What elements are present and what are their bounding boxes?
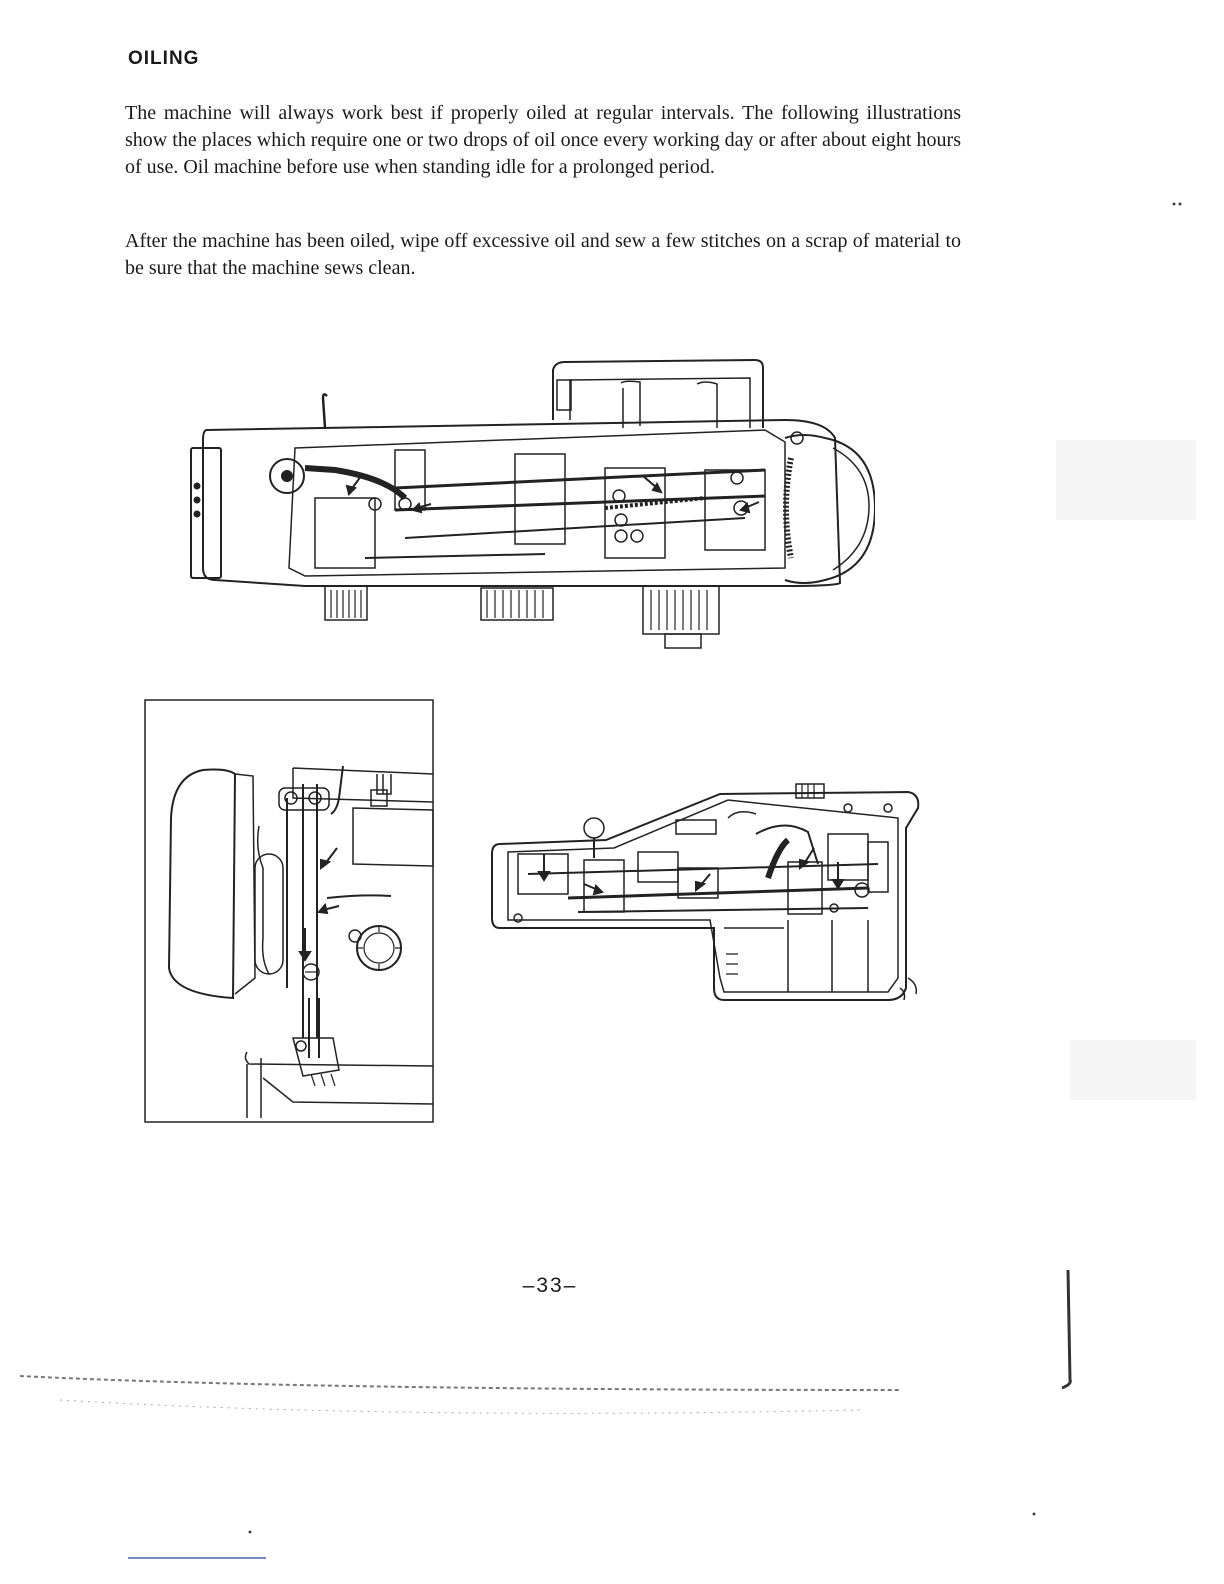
figure-machine-top-view	[185, 358, 875, 653]
figure-needle-bar-area	[143, 698, 435, 1126]
intro-paragraph: The machine will always work best if properly oiled at regular intervals. The following illustrations show the places which require one or two drops of oil once every working day or after about eight hours of use. Oil machine before use when standing idle for a prolonged period.	[125, 102, 961, 178]
after-oiling-paragraph: After the machine has been oiled, wipe off excessive oil and sew a few stitches on a scrap of material to be sure that the machine sews clean.	[125, 230, 961, 279]
figure-machine-underside	[488, 778, 928, 1006]
page-heading: OILING	[128, 48, 200, 69]
page-number: –33–	[522, 1274, 578, 1297]
